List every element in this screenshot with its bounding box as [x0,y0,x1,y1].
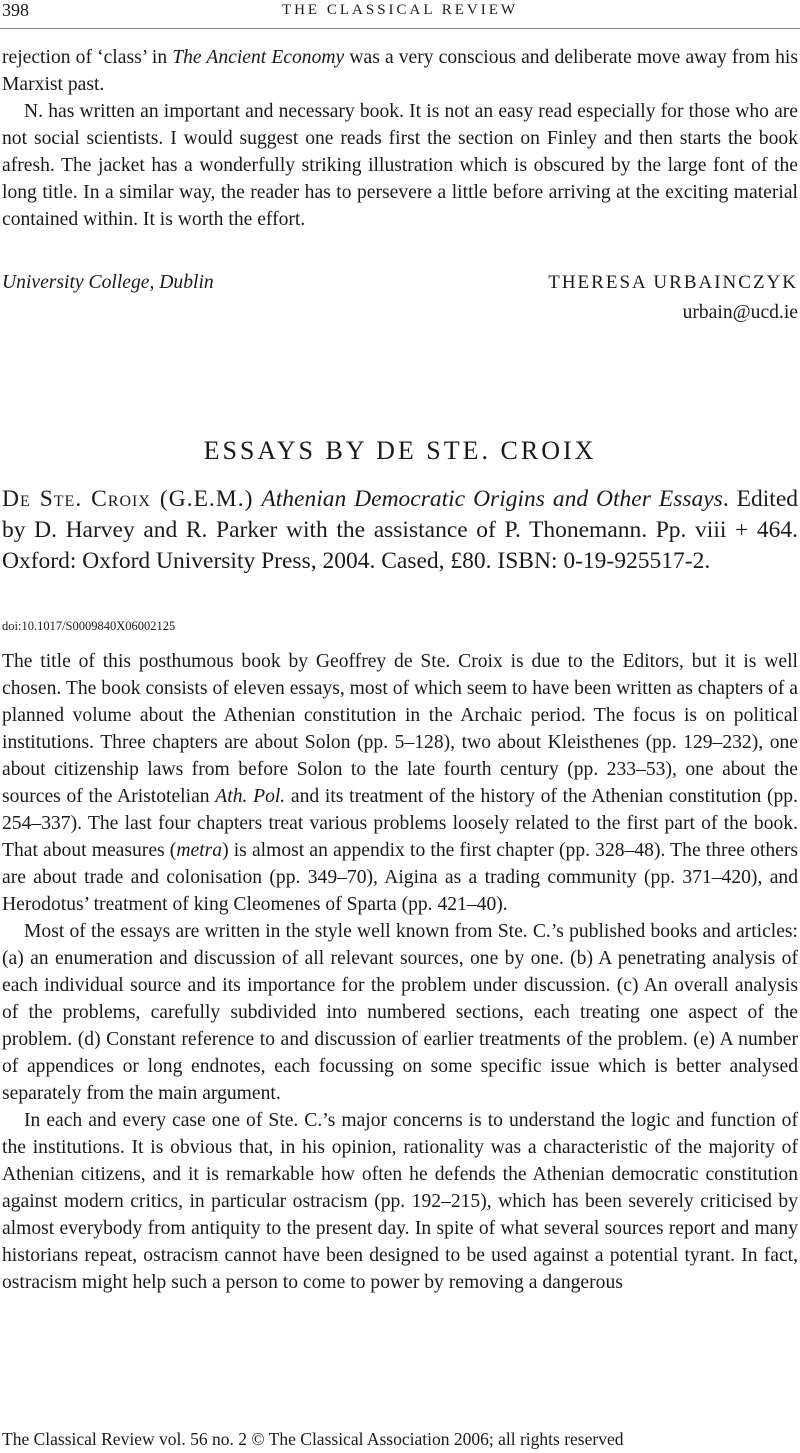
paragraph: N. has written an important and necessary book. It is not an easy read especially for those who are not social scientists. I would suggest one reads first the section on Finley and then starts the book afresh. The jacket has a wonderfully striking illustration which is obscured by the large font of the long title. In a similar way, the reader has to persevere a little before arriving at the exciting material contained within. It is worth the effort. [2,101,798,230]
reviewer-signature [2,272,798,332]
page-number: 398 [2,0,29,20]
paragraph: Most of the essays are written in the style well known from Ste. C.’s published books and articles: (a) an enumeration and discussion of all relevant sources, one by one. (b) A penetrating analysis of each individual source and its importance for the problem under discussion. (c) An overall analysis of the problems, carefully subdivided into numbered sections, each treating one aspect of the problem. (d) Constant reference to and discussion of earlier treatments of the problem. (e) A number of appendices or long endnotes, each focussing on some specific issue which is better analysed separately from the main argument. [2,921,798,1104]
reviewer-name: THERESA URBAINCZYK [548,272,798,293]
review-body [2,648,798,1296]
bibliographic-entry: De Ste. Croix (G.E.M.) Athenian Democratic Origins and Other Essays. Edited by D. Harvey and R. Parker with the assistance of P. Thonemann. Pp. viii + 464. Oxford: Oxford University Press, 2004. Cased, £80. ISBN: 0-19-925517-2. [2,486,799,574]
previous-review-end [2,44,798,233]
book-title: The Ancient Economy [172,47,345,68]
journal-name: THE CLASSICAL REVIEW [281,2,519,18]
affiliation: University College, Dublin [2,272,214,293]
book-author: De Ste. Croix (G.E.M.) [2,486,254,512]
header-rule [0,28,800,29]
review-title: ESSAYS BY DE STE. CROIX [203,436,597,465]
paragraph: The title of this posthumous book by Geoffrey de Ste. Croix is due to the Editors, but it is well chosen. The book consists of eleven essays, most of which seem to have been written as chapters of a planned volume about the Athenian constitution in the Archaic period. The focus is on political institutions. Three chapters are about Solon (pp. 5–128), two about Kleisthenes (pp. 129–232), one about citizenship laws from before Solon to the late fourth century (pp. 233–53), one about the sources of the Aristotelian Ath. Pol. and its treatment of the history of the Athenian constitution (pp. 254–337). The last four chapters treat various problems loosely related to the first part of the book. That about measures (metra) is almost an appendix to the first chapter (pp. 328–48). The three others are about trade and colonisation (pp. 349–70), Aigina as a trading community (pp. 371–420), and Herodotus’ treatment of king Cleomenes of Sparta (pp. 421–40). [2,651,799,915]
copyright-footer: The Classical Review vol. 56 no. 2 © The Classical Association 2006; all rights reserved [2,1429,624,1449]
book-title: Athenian Democratic Origins and Other Essays [261,486,723,512]
paragraph: In each and every case one of Ste. C.’s major concerns is to understand the logic and function of the institutions. It is obvious that, in his opinion, rationality was a characteristic of the majority of Athenian citizens, and it is remarkable how often he defends the Athenian democratic constitution against modern critics, in particular ostracism (pp. 192–215), which has been severely criticised by almost everybody from antiquity to the present day. In spite of what several sources report and many historians repeat, ostracism cannot have been designed to be used against a potential tyrant. In fact, ostracism might help such a person to come to power by removing a dangerous [2,1110,798,1293]
running-head [0,0,800,26]
doi-link[interactable]: doi:10.1017/S0009840X06002125 [2,619,176,633]
paragraph: rejection of ‘class’ in The Ancient Economy was a very conscious and deliberate move away from his Marxist past. [2,47,798,95]
reviewer-email[interactable]: urbain@ucd.ie [682,302,798,323]
